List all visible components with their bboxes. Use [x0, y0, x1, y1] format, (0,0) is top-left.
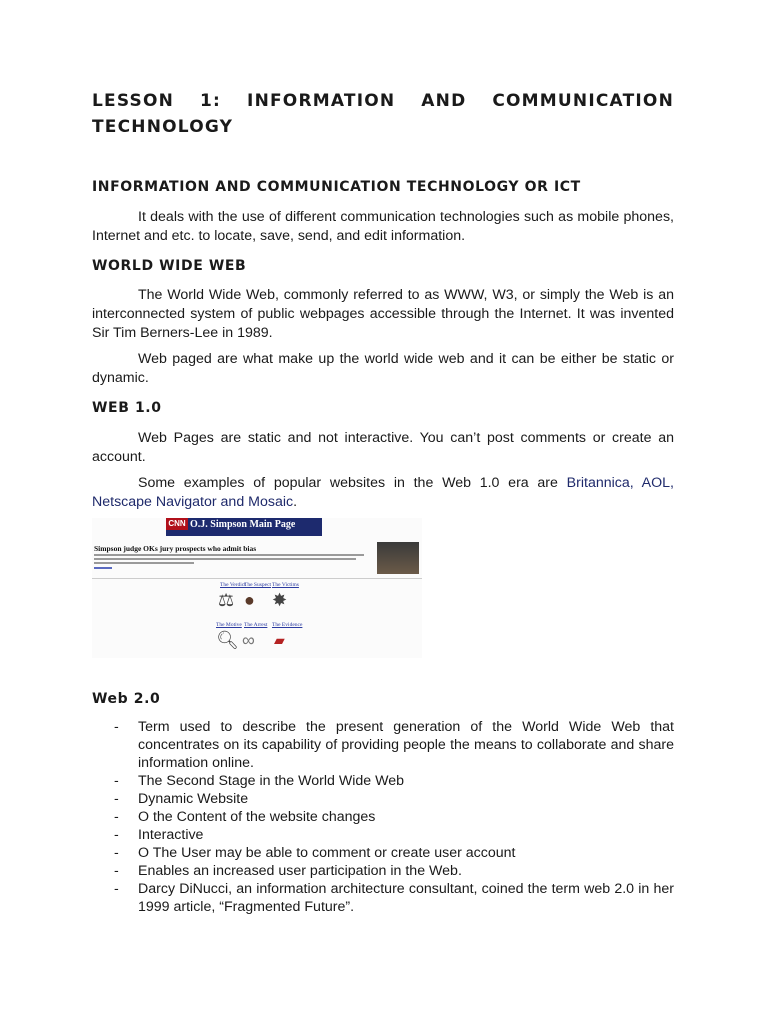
cnn-logo: CNN — [166, 518, 188, 530]
www-paragraph-1: The World Wide Web, commonly referred to as WWW, W3, or simply the Web is an interconnected system of public webpages accessible through the Internet. It was invented Sir Tim Berners-Lee in 1989. — [92, 287, 674, 341]
web2-bullet-item — [92, 772, 674, 790]
bullet-text: Term used to describe the present generation of the World Wide Web that concentrates on its capability of providing people the means to collaborate and share information online. — [138, 719, 674, 771]
bullet-marker: - — [114, 827, 119, 843]
cnn-headline: Simpson judge OKs jury prospects who admit bias — [94, 544, 257, 553]
bullet-marker: - — [114, 719, 119, 735]
lesson-title: LESSON 1: INFORMATION AND COMMUNICATION TECHNOLOGY — [92, 91, 674, 137]
bullet-marker: - — [114, 809, 119, 825]
ict-paragraph: It deals with the use of different communication technologies such as mobile phones, Internet and etc. to locate, save, send, and edit information. — [92, 209, 674, 244]
bullet-text: Enables an increased user participation in the Web. — [138, 863, 462, 879]
bullet-marker: - — [114, 845, 119, 861]
text-line — [94, 562, 194, 564]
examples-prefix: Some examples of popular websites in the Web 1.0 era are — [138, 475, 567, 491]
bullet-text: Dynamic Website — [138, 791, 249, 807]
cluster-icon: ✸ — [272, 590, 288, 610]
examples-links: Britannica, AOL, Netscape Navigator and Mosaic — [92, 475, 674, 510]
ict-heading: INFORMATION AND COMMUNICATION TECHNOLOGY OR ICT — [92, 179, 581, 195]
icon-label: The Motive — [216, 622, 242, 628]
web1-paragraph: Web Pages are static and not interactive. You can’t post comments or create an account. — [92, 430, 674, 465]
web2-bullet-item — [92, 844, 674, 862]
web2-bullet-item — [92, 718, 674, 772]
person-icon: ● — [244, 590, 255, 610]
web2-heading: Web 2.0 — [92, 691, 161, 707]
bullet-marker: - — [114, 791, 119, 807]
bullet-text: Darcy DiNucci, an information architecture consultant, coined the term web 2.0 in her 1999 article, “Fragmented Future”. — [138, 881, 674, 915]
handcuffs-icon: ∞ — [242, 630, 255, 650]
www-heading: WORLD WIDE WEB — [92, 258, 247, 274]
text-line — [94, 558, 356, 560]
text-line — [94, 554, 364, 556]
www-paragraph-2: Web paged are what make up the world wide web and it can be either be static or dynamic. — [92, 351, 674, 386]
evidence-icon: ▰ — [274, 632, 285, 648]
bullet-text: Interactive — [138, 827, 204, 843]
web2-bullet-item — [92, 826, 674, 844]
cnn-page-title: O.J. Simpson Main Page — [190, 519, 296, 530]
portrait-photo — [377, 542, 419, 574]
magnifier-icon: 🔍︎ — [216, 630, 239, 650]
screenshot-divider — [92, 578, 422, 579]
icon-label: The Victims — [272, 582, 299, 588]
icon-label: The Verdict — [220, 582, 246, 588]
examples-suffix: . — [293, 494, 298, 510]
bullet-text: O The User may be able to comment or create user account — [138, 845, 516, 861]
web2-bullet-item — [92, 880, 674, 916]
text-line — [94, 567, 112, 569]
bullet-marker: - — [114, 863, 119, 879]
web1-heading: WEB 1.0 — [92, 400, 162, 416]
web2-bullet-item — [92, 808, 674, 826]
bullet-marker: - — [114, 773, 119, 789]
web1-examples — [92, 474, 674, 512]
web2-bullet-item — [92, 790, 674, 808]
bullet-text: O the Content of the website changes — [138, 809, 376, 825]
scales-icon: ⚖ — [218, 590, 235, 610]
web2-bullet-item — [92, 862, 674, 880]
icon-label: The Suspect — [244, 582, 272, 588]
web1-example-screenshot — [92, 518, 422, 658]
icon-label: The Evidence — [272, 622, 303, 628]
bullet-text: The Second Stage in the World Wide Web — [138, 773, 405, 789]
icon-label: The Arrest — [244, 622, 268, 628]
bullet-marker: - — [114, 881, 119, 897]
web2-bullet-list — [92, 718, 674, 916]
